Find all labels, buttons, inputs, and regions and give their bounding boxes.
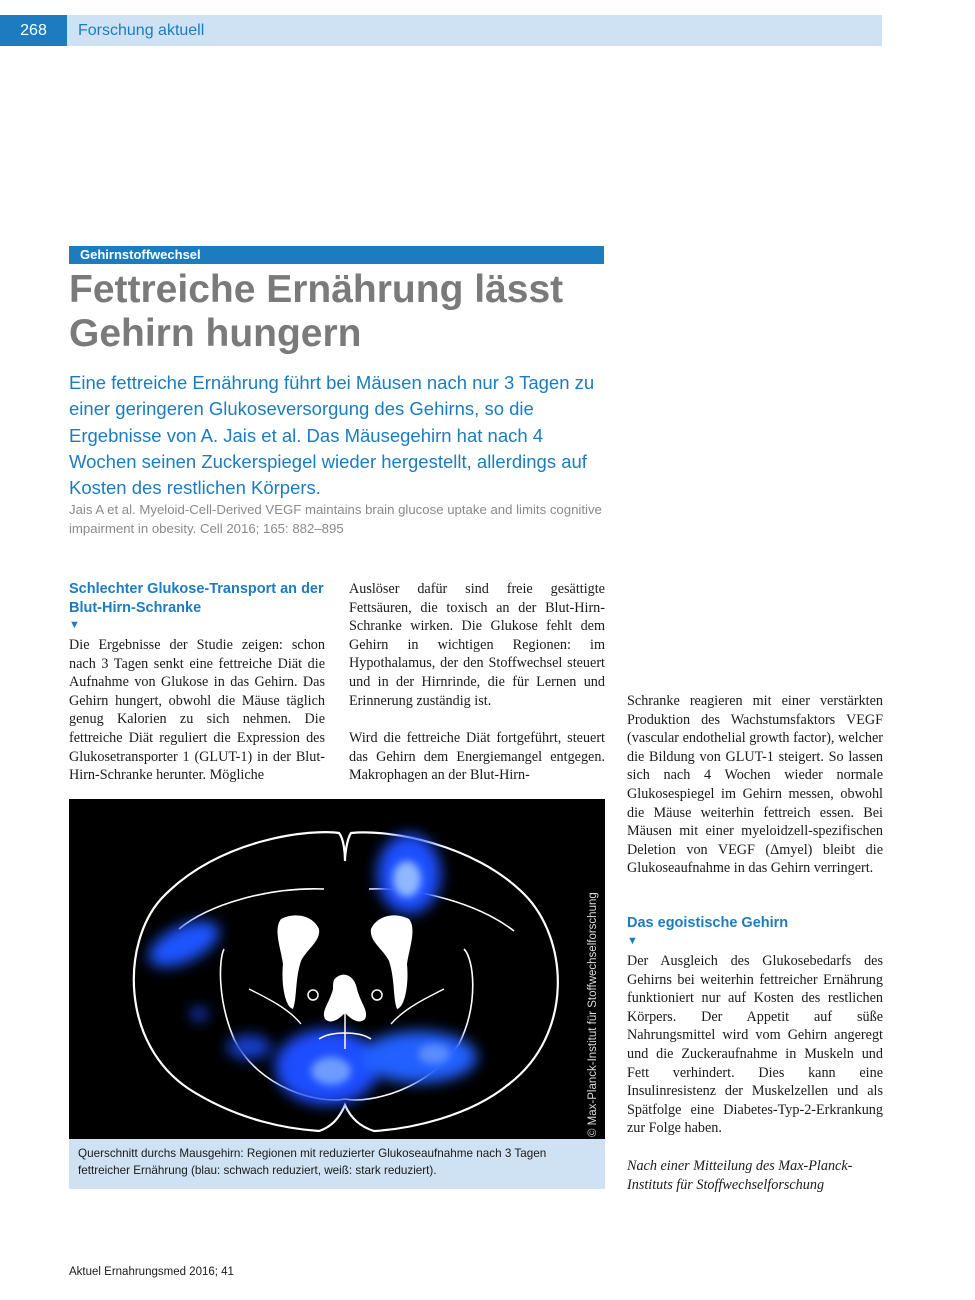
source-credit: Nach einer Mitteilung des Max-Planck-Instituts für Stoffwechselforschung (627, 1158, 853, 1193)
body-text-column-3b: Der Ausgleich des Glukosebedarfs des Gehirns bei weiterhin fettreicher Ernährung funktioniert nur auf Kosten des restlichen Körpers. Der Appetit auf süße Nahrungsmittel wird vom Gehirn angeregt und die Zuckeraufnahme in Muskeln und Fett verhindert. Dies kann eine Insulinresistenz der Muskelzellen und als Spätfolge eine Diabetes-Typ-2-Erkrankung zur Folge haben. (627, 953, 883, 1137)
triangle-marker-icon: ▼ (69, 619, 80, 631)
figure-copyright: © Max-Planck-Institut für Stoffwechselforschung (587, 892, 599, 1137)
lead-paragraph: Eine fettreiche Ernährung führt bei Mäusen nach nur 3 Tagen zu einer geringeren Glukoseversorgung des Gehirns, so die Ergebnisse von A. Jais et al. Das Mäusegehirn hat nach 4 Wochen seinen Zuckerspiegel wieder hergestellt, allerdings auf Kosten des restlichen Körpers. (69, 372, 595, 499)
footer-citation: Aktuel Ernahrungsmed 2016; 41 (69, 1266, 234, 1278)
article-title (69, 268, 629, 356)
body-text-column-1: Die Ergebnisse der Studie zeigen: schon nach 3 Tagen senkt eine fettreiche Diät die Aufnahme von Glukose in das Gehirn. Das Gehirn hungert, obwohl die Mäuse täglich genug Kalorien zu sich nehmen. Die fettreiche Diät reguliert die Expression des Glukosetransporter 1 (GLUT-1) in der Blut-Hirn-Schranke herunter. Mögliche (69, 637, 325, 784)
triangle-marker-icon: ▼ (627, 935, 638, 947)
page-number: 268 (0, 15, 67, 46)
brain-figure (69, 799, 605, 1139)
subheading-egoistische-gehirn: Das egoistische Gehirn (627, 915, 789, 931)
body-text-column-3a: Schranke reagieren mit einer verstärkten Produktion des Wachstumsfaktors VEGF (vascular endothelial growth factor), welcher die Bildung von GLUT-1 steigert. So lassen sich nach 4 Wochen wieder normale Glukosespiegel im Gehirn messen, obwohl die Mäuse weiterhin fettreich essen. Bei Mäusen mit einer myeloidzell-spezifischen Deletion von VEGF (Δmyel) bleibt die Glukoseaufnahme in das Gehirn verringert. (627, 693, 883, 877)
title-line-1: Fettreiche Ernährung lässt (69, 268, 564, 311)
section-title: Forschung aktuell (78, 22, 205, 39)
body-text-column-2a: Auslöser dafür sind freie gesättigte Fettsäuren, die toxisch an der Blut-Hirn-Schranke wirken. Die Glukose fehlt dem Gehirn in wichtigen Regionen: im Hypothalamus, der den Stoffwechsel steuert und in der Hirnrinde, die für Lernen und Erinnerung zuständig ist. (349, 581, 605, 709)
figure-caption: Querschnitt durchs Mausgehirn: Regionen mit reduzierter Glukoseaufnahme nach 3 Tagen fettreicher Ernährung (blau: schwach reduziert, weiß: stark reduziert). (78, 1147, 547, 1177)
kicker-label: Gehirnstoffwechsel (69, 246, 604, 264)
subheading-glukose-transport: Schlechter Glukose-Transport an der Blut-Hirn-Schranke (69, 581, 324, 616)
brain-cross-section-image (69, 799, 605, 1139)
body-text-column-2b: Wird die fettreiche Diät fortgeführt, steuert das Gehirn dem Energiemangel entgegen. Makrophagen an der Blut-Hirn- (349, 730, 605, 784)
title-line-2: Gehirn hungern (69, 312, 362, 355)
reference: Jais A et al. Myeloid-Cell-Derived VEGF maintains brain glucose uptake and limits cognitive impairment in obesity. Cell 2016; 165: 882–895 (69, 502, 602, 536)
